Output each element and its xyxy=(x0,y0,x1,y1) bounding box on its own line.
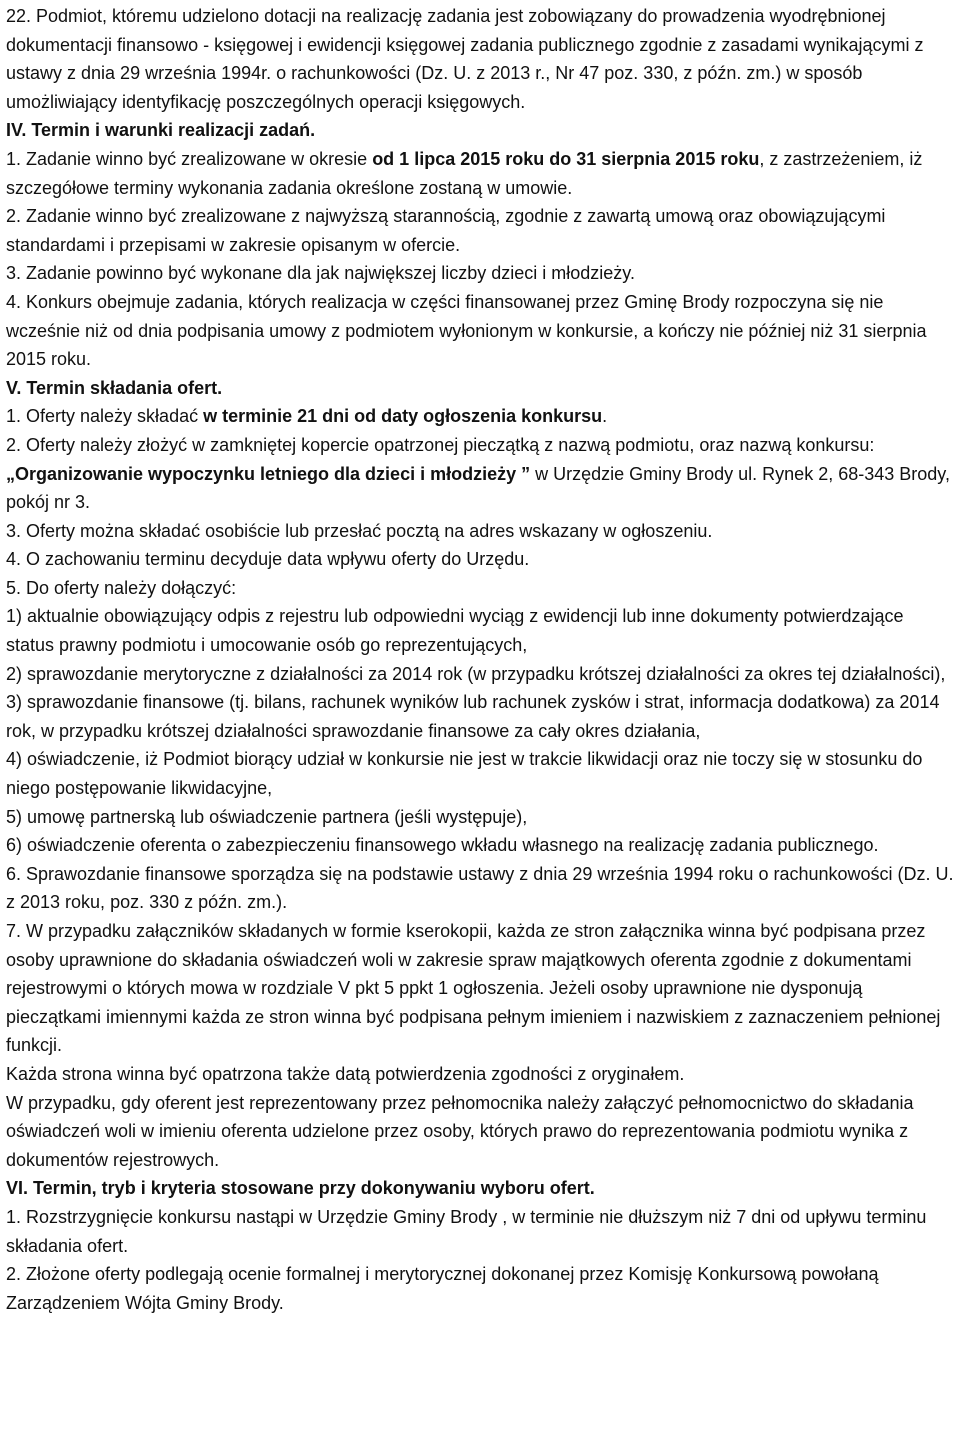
list-item-v-5-6: 6) oświadczenie oferenta o zabezpieczeniu finansowego wkładu własnego na realizację zadania publicznego. xyxy=(6,835,879,856)
section-heading-vi: VI. Termin, tryb i kryteria stosowane przy dokonywaniu wyboru ofert. xyxy=(6,1178,595,1199)
paragraph-vi-1: 1. Rozstrzygnięcie konkursu nastąpi w Urzędzie Gminy Brody , w terminie nie dłuższym niż 7 dni od upływu terminu składania ofert. xyxy=(6,1206,927,1256)
text: , z zastrzeżeniem, iż szczegółowe terminy wykonania zadania określone zostaną w umowie. xyxy=(6,148,923,198)
paragraph-v-6: 6. Sprawozdanie finansowe sporządza się na podstawie ustawy z dnia 29 września 1994 roku o rachunkowości (Dz. U. z 2013 roku, poz. 330 z późn. zm.). xyxy=(6,863,954,913)
paragraph-vi-2: 2. Złożone oferty podlegają ocenie formalnej i merytorycznej dokonanej przez Komisję Konkursową powołaną Zarządzeniem Wójta Gminy Brody. xyxy=(6,1264,879,1313)
paragraph-22: 22. Podmiot, któremu udzielono dotacji na realizację zadania jest zobowiązany do prowadzenia wyodrębnionej dokumentacji finansowo - księgowej i ewidencji księgowej zadania publicznego zgodnie z zasadami wynikającymi z ustawy z dnia 29 września 1994r. o rachunkowości (Dz. U. z 2013 r., Nr 47 poz. 330, z późn. zm.) w sposób umożliwiający identyfikację poszczególnych operacji księgowych. xyxy=(6,6,924,112)
paragraph-v-7-c: W przypadku, gdy oferent jest reprezentowany przez pełnomocnika należy załączyć pełnomocnictwo do składania oświadczeń woli w imieniu oferenta udzielone przez osoby, których prawo do reprezentowania podmiotu wynika z dokumentów rejestrowych. xyxy=(6,1092,914,1170)
text: w Urzędzie Gminy Brody ul. Rynek 2, 68-343 Brody, pokój nr 3. xyxy=(6,463,950,513)
paragraph-v-5: 5. Do oferty należy dołączyć: xyxy=(6,577,237,598)
text: 1. Oferty należy składać xyxy=(6,406,204,427)
list-item-v-5-4: 4) oświadczenie, iż Podmiot biorący udział w konkursie nie jest w trakcie likwidacji oraz nie toczy się w stosunku do niego postępowanie likwidacyjne, xyxy=(6,749,923,799)
paragraph-iv-3: 3. Zadanie powinno być wykonane dla jak największej liczby dzieci i młodzieży. xyxy=(6,263,635,284)
bold-text: w terminie 21 dni od daty ogłoszenia konkursu xyxy=(203,406,603,427)
paragraph-v-4: 4. O zachowaniu terminu decyduje data wpływu oferty do Urzędu. xyxy=(6,549,530,570)
text: 2. Oferty należy złożyć w zamkniętej kopercie opatrzonej pieczątką z nazwą podmiotu, oraz nazwą konkursu: xyxy=(6,434,875,455)
paragraph-iv-4: 4. Konkurs obejmuje zadania, których realizacja w części finansowanej przez Gminę Brody rozpoczyna się nie wcześnie niż od dnia podpisania umowy z podmiotem wyłonionym w konkursie, a kończy nie później niż 31 sierpnia 2015 roku. xyxy=(6,291,927,370)
list-item-v-5-1: 1) aktualnie obowiązujący odpis z rejestru lub odpowiedni wyciąg z ewidencji lub inne dokumenty potwierdzające status prawny podmiotu i umocowanie osób go reprezentujących, xyxy=(6,606,904,656)
bold-text: „Organizowanie wypoczynku letniego dla dzieci i młodzieży ” xyxy=(6,463,531,484)
text: 1. Zadanie winno być zrealizowane w okresie xyxy=(6,148,373,169)
list-item-v-5-5: 5) umowę partnerską lub oświadczenie partnera (jeśli występuje), xyxy=(6,806,528,827)
list-item-v-5-3: 3) sprawozdanie finansowe (tj. bilans, rachunek wyników lub rachunek zysków i strat, informacja dodatkowa) za 2014 rok, w przypadku krótszej działalności sprawozdanie finansowe za cały okres działania, xyxy=(6,692,940,741)
bold-text: od 1 lipca 2015 roku do 31 sierpnia 2015 roku xyxy=(372,148,760,169)
list-item-v-5-2: 2) sprawozdanie merytoryczne z działalności za 2014 rok (w przypadku krótszej działalności za okres tej działalności), xyxy=(6,663,946,684)
paragraph-v-2 xyxy=(6,431,954,517)
paragraph-v-7-b: Każda strona winna być opatrzona także datą potwierdzenia zgodności z oryginałem. xyxy=(6,1063,685,1084)
paragraph-iv-1 xyxy=(6,145,954,202)
section-heading-iv: IV. Termin i warunki realizacji zadań. xyxy=(6,120,316,141)
paragraph-iv-2: 2. Zadanie winno być zrealizowane z najwyższą starannością, zgodnie z zawartą umową oraz obowiązującymi standardami i przepisami w zakresie opisanym w ofercie. xyxy=(6,206,886,255)
text: . xyxy=(602,406,608,427)
paragraph-v-7: 7. W przypadku załączników składanych w formie kserokopii, każda ze stron załącznika winna być podpisana przez osoby uprawnione do składania oświadczeń woli w zakresie spraw majątkowych oferenta zgodnie z dokumentami rejestrowymi o których mowa w rozdziale V pkt 5 ppkt 1 ogłoszenia. Jeżeli osoby uprawnione nie dysponują pieczątkami imiennymi każda ze stron winna być podpisana pełnym imieniem i nazwiskiem z zaznaczeniem pełnionej funkcji. xyxy=(6,921,941,1056)
paragraph-v-3: 3. Oferty można składać osobiście lub przesłać pocztą na adres wskazany w ogłoszeniu. xyxy=(6,520,713,541)
section-heading-v: V. Termin składania ofert. xyxy=(6,377,223,398)
paragraph-v-1 xyxy=(6,402,954,431)
